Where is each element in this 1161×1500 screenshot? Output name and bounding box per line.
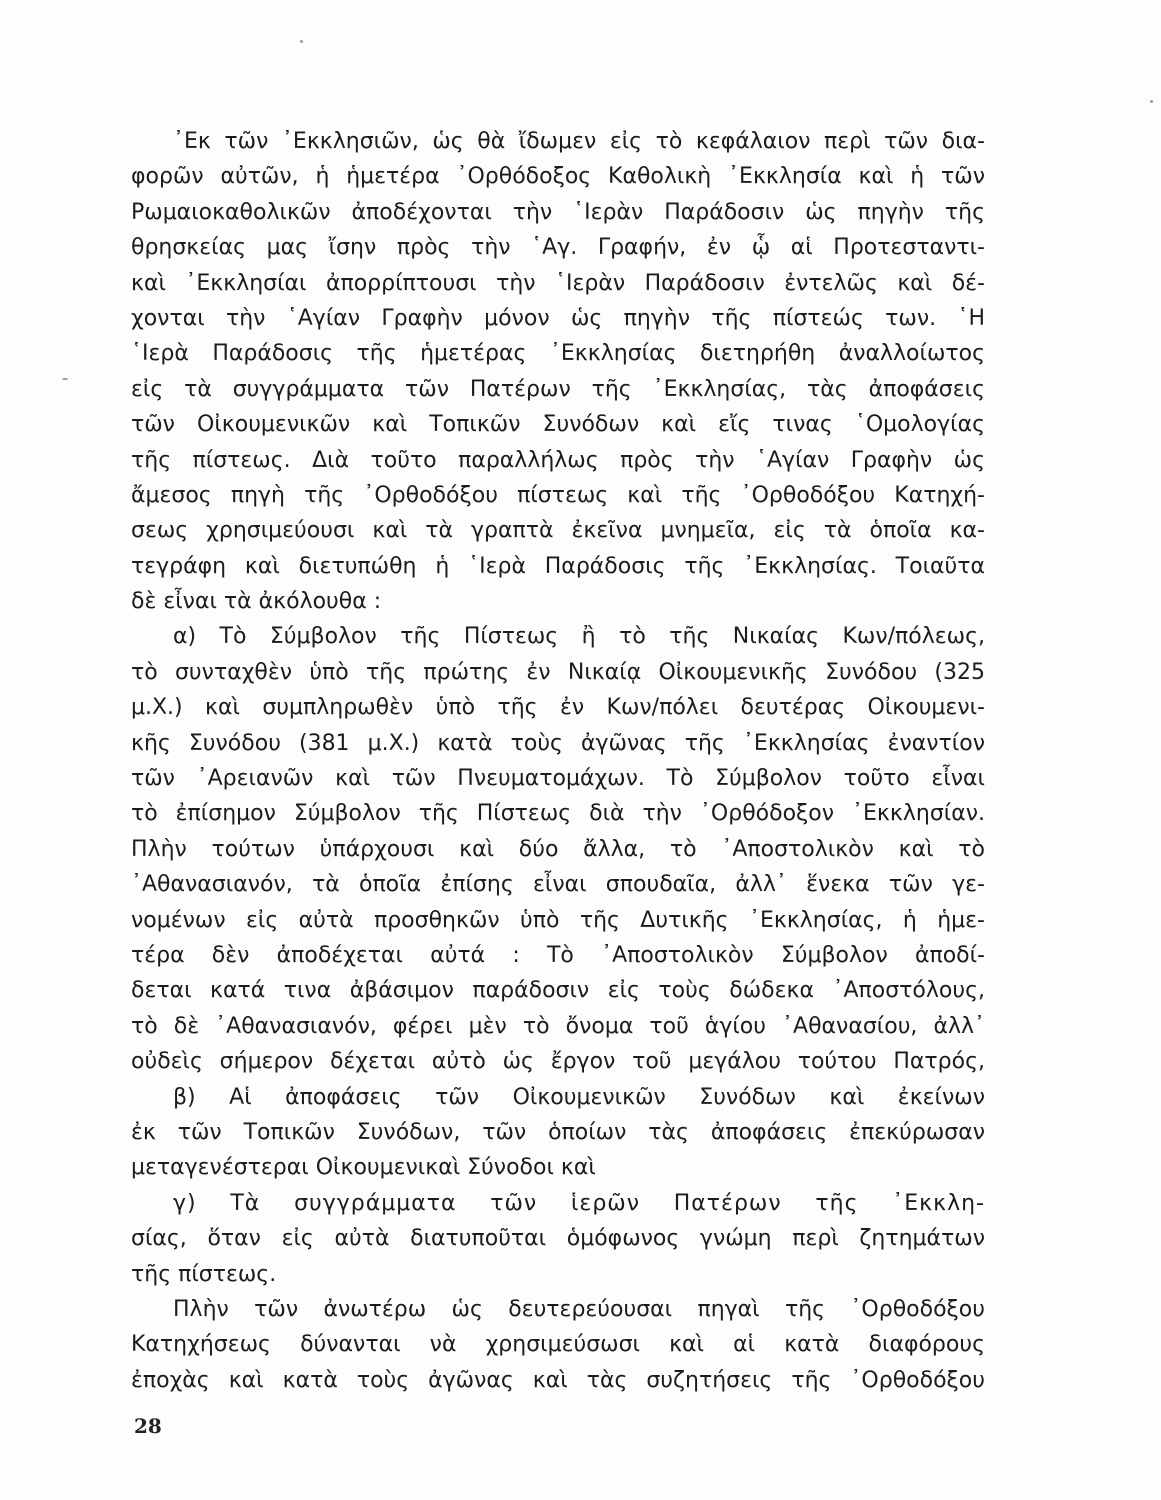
text-line: σίας, ὅταν εἰς αὐτὰ διατυποῦται ὁμόφωνος γνώμη περὶ ζητημάτων [131, 1226, 985, 1252]
text-line: ᾿Εκ τῶν ᾿Εκκλησιῶν, ὡς θὰ ἴδωμεν εἰς τὸ κεφάλαιον περὶ τῶν δια- [173, 129, 985, 154]
text-line: ἄμεσος πηγὴ τῆς ᾿Ορθοδόξου πίστεως καὶ τῆς ᾿Ορθοδόξου Κατηχή- [131, 482, 985, 508]
text-line: τῆς πίστεως. Διὰ τοῦτο παραλλήλως πρὸς τὴν ῾Αγίαν Γραφὴν ὡς [131, 447, 985, 473]
text-line: φορῶν αὐτῶν, ἡ ἡμετέρα ᾿Ορθόδοξος Καθολικὴ ᾿Εκκλησία καὶ ἡ τῶν [131, 164, 985, 190]
text-line: εἰς τὰ συγγράμματα τῶν Πατέρων τῆς ᾿Εκκλησίας, τὰς ἀποφάσεις [131, 376, 985, 402]
text-line: τεγράφη καὶ διετυπώθη ἡ ῾Ιερὰ Παράδοσις τῆς ᾿Εκκλησίας. Τοιαῦτα [131, 553, 985, 579]
text-line: τὸ δὲ ᾿Αθανασιανόν, φέρει μὲν τὸ ὄνομα τοῦ ἁγίου ᾿Αθανασίου, ἀλλ᾿ [131, 1013, 985, 1039]
text-line: μεταγενέστεραι Οἰκουμενικαὶ Σύνοδοι καὶ [131, 1155, 596, 1181]
text-line: κῆς Συνόδου (381 μ.Χ.) κατὰ τοὺς ἀγῶνας τῆς ᾿Εκκλησίας ἐναντίον [131, 730, 985, 756]
text-line: τὸ ἐπίσημον Σύμβολον τῆς Πίστεως διὰ τὴν ᾿Ορθόδοξον ᾿Εκκλησίαν. [131, 801, 985, 827]
text-line: Ρωμαιοκαθολικῶν ἀποδέχονται τὴν ῾Ιερὰν Παράδοσιν ὡς πηγὴν τῆς [131, 199, 985, 225]
text-line: τέρα δὲν ἀποδέχεται αὐτά : Τὸ ᾿Αποστολικὸν Σύμβολον ἀποδί- [131, 942, 985, 968]
text-line: τῶν Οἰκουμενικῶν καὶ Τοπικῶν Συνόδων καὶ εἴς τινας ῾Ομολογίας [131, 412, 985, 438]
page-number: 28 [134, 1414, 162, 1438]
scan-speck [1150, 100, 1153, 103]
text-line: νομένων εἰς αὐτὰ προσθηκῶν ὑπὸ τῆς Δυτικῆς ᾿Εκκλησίας, ἡ ἡμε- [131, 907, 985, 933]
text-line: οὐδεὶς σήμερον δέχεται αὐτὸ ὡς ἔργον τοῦ μεγάλου τούτου Πατρός, [131, 1049, 985, 1075]
text-line: ἐποχὰς καὶ κατὰ τοὺς ἀγῶνας καὶ τὰς συζητήσεις τῆς ᾿Ορθοδόξου [131, 1367, 985, 1393]
text-line: Κατηχήσεως δύνανται νὰ χρησιμεύσωσι καὶ αἱ κατὰ διαφόρους [131, 1332, 985, 1358]
text-line: δὲ εἶναι τὰ ἀκόλουθα : [131, 589, 382, 615]
text-line: μ.Χ.) καὶ συμπληρωθὲν ὑπὸ τῆς ἐν Κων/πόλει δευτέρας Οἰκουμενι- [131, 695, 985, 721]
list-item-c-line: γ) Τὰ συγγράμματα τῶν ἱερῶν Πατέρων τῆς ᾿Εκκλη- [173, 1190, 985, 1216]
scan-speck [62, 378, 68, 380]
text-line: ᾿Αθανασιανόν, τὰ ὁποῖα ἐπίσης εἶναι σπουδαῖα, ἀλλ᾿ ἕνεκα τῶν γε- [131, 872, 985, 898]
text-line: χονται τὴν ῾Αγίαν Γραφὴν μόνον ὡς πηγὴν τῆς πίστεώς των. ῾Η [131, 305, 985, 331]
body-text [131, 124, 985, 1398]
list-item-b-line: β) Αἱ ἀποφάσεις τῶν Οἰκουμενικῶν Συνόδων καὶ ἐκείνων [173, 1084, 985, 1110]
text-line: τῶν ᾿Αρειανῶν καὶ τῶν Πνευματομάχων. Τὸ Σύμβολον τοῦτο εἶναι [131, 766, 985, 792]
text-line: τῆς πίστεως. [131, 1261, 277, 1287]
list-item-a-line: α) Τὸ Σύμβολον τῆς Πίστεως ἢ τὸ τῆς Νικαίας Κων/πόλεως, [173, 624, 985, 650]
text-line: ἐκ τῶν Τοπικῶν Συνόδων, τῶν ὁποίων τὰς ἀποφάσεις ἐπεκύρωσαν [131, 1119, 985, 1145]
text-line: Πλὴν τῶν ἀνωτέρω ὡς δευτερεύουσαι πηγαὶ τῆς ᾿Ορθοδόξου [173, 1296, 985, 1322]
scan-speck [300, 40, 303, 43]
text-line: καὶ ᾿Εκκλησίαι ἀπορρίπτουσι τὴν ῾Ιερὰν Παράδοσιν ἐντελῶς καὶ δέ- [131, 270, 985, 296]
text-line: σεως χρησιμεύουσι καὶ τὰ γραπτὰ ἐκεῖνα μνημεῖα, εἰς τὰ ὁποῖα κα- [131, 518, 985, 544]
text-line: δεται κατά τινα ἀβάσιμον παράδοσιν εἰς τοὺς δώδεκα ᾿Αποστόλους, [131, 978, 985, 1004]
text-line: θρησκείας μας ἴσην πρὸς τὴν ῾Αγ. Γραφήν, ἐν ᾧ αἱ Προτεσταντι- [131, 235, 985, 261]
text-line: τὸ συνταχθὲν ὑπὸ τῆς πρώτης ἐν Νικαίᾳ Οἰκουμενικῆς Συνόδου (325 [131, 659, 985, 685]
text-line: ῾Ιερὰ Παράδοσις τῆς ἡμετέρας ᾿Εκκλησίας διετηρήθη ἀναλλοίωτος [131, 341, 985, 367]
text-line: Πλὴν τούτων ὑπάρχουσι καὶ δύο ἄλλα, τὸ ᾿Αποστολικὸν καὶ τὸ [131, 836, 985, 862]
